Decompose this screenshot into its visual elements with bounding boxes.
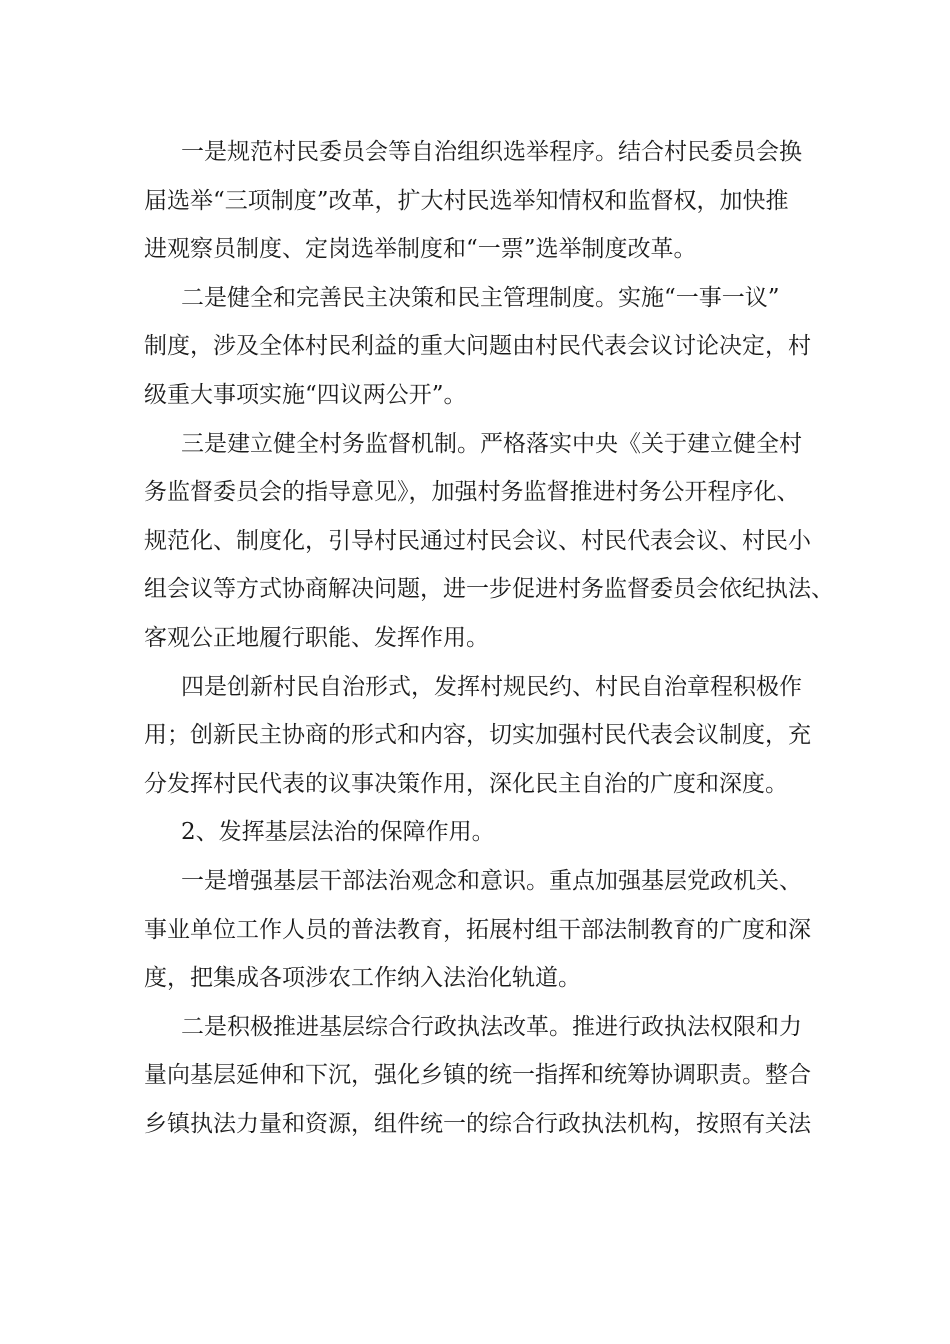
document-body	[144, 128, 834, 1148]
text-line: 届选举“三项制度”改革，扩大村民选举知情权和监督权，加快推	[144, 187, 789, 214]
text-line: 三是建立健全村务监督机制。严格落实中央《关于建立健全村	[181, 430, 802, 457]
section-heading: 2、发挥基层法治的保障作用。	[181, 819, 495, 846]
text-line: 用；创新民主协商的形式和内容，切实加强村民代表会议制度，充	[144, 722, 811, 749]
text-line: 二是积极推进基层综合行政执法改革。推进行政执法权限和力	[181, 1013, 802, 1040]
text-line: 制度，涉及全体村民利益的重大问题由村民代表会议讨论决定，村	[144, 333, 811, 360]
text-line: 客观公正地履行职能、发挥作用。	[144, 624, 489, 651]
text-line: 一是增强基层干部法治观念和意识。重点加强基层党政机关、	[181, 867, 802, 894]
text-line: 乡镇执法力量和资源，组件统一的综合行政执法机构，按照有关法	[144, 1110, 811, 1137]
text-line: 一是规范村民委员会等自治组织选举程序。结合村民委员会换	[181, 139, 802, 165]
text-line: 四是创新村民自治形式，发挥村规民约、村民自治章程积极作	[181, 673, 802, 700]
text-line: 组会议等方式协商解决问题，进一步促进村务监督委员会依纪执法、	[144, 576, 834, 603]
text-line: 务监督委员会的指导意见》，加强村务监督推进村务公开程序化、	[144, 479, 800, 506]
text-line: 规范化、制度化，引导村民通过村民会议、村民代表会议、村民小	[144, 527, 811, 554]
text-line: 进观察员制度、定岗选举制度和“一票”选举制度改革。	[144, 236, 697, 263]
text-line: 量向基层延伸和下沉，强化乡镇的统一指挥和统筹协调职责。整合	[144, 1062, 811, 1089]
text-line: 事业单位工作人员的普法教育，拓展村组干部法制教育的广度和深	[144, 916, 811, 943]
text-line: 度，把集成各项涉农工作纳入法治化轨道。	[144, 965, 581, 992]
text-line: 分发挥村民代表的议事决策作用，深化民主自治的广度和深度。	[144, 770, 788, 797]
text-line: 级重大事项实施“四议两公开”。	[144, 381, 467, 408]
text-line: 二是健全和完善民主决策和民主管理制度。实施“一事一议”	[181, 284, 780, 311]
